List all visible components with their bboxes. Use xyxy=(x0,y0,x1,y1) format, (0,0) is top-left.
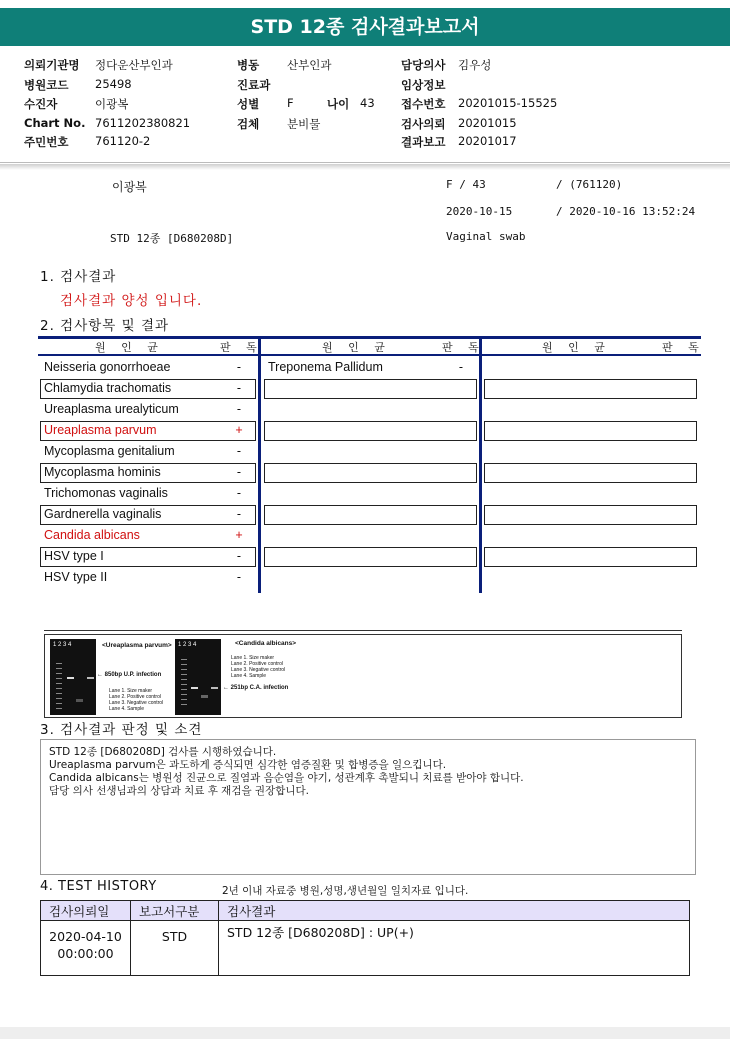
legend-line: Lane 3. Negative control xyxy=(231,667,286,673)
opinion-line: Candida albicans는 병원성 진균으로 질염과 음순염을 야기, 성관계후 촉발되니 치료를 받아야 합니다. xyxy=(49,772,524,784)
treponema-name: Treponema Pallidum xyxy=(268,360,383,374)
section-3-title: 3. 검사결과 판정 및 소견 xyxy=(40,722,203,738)
gel-left-legend xyxy=(109,688,163,712)
header-value: 이광복 xyxy=(95,97,129,111)
test-name: STD 12종 [D680208D] xyxy=(110,232,234,245)
empty-cell xyxy=(264,379,477,399)
history-header-date: 검사의뢰일 xyxy=(41,901,131,921)
header-divider xyxy=(0,162,730,163)
header-label: 병원코드 xyxy=(24,78,69,92)
empty-cell xyxy=(264,421,477,441)
legend-line: Lane 1. Size maker xyxy=(109,688,153,694)
organism-result: + xyxy=(235,423,243,437)
header-pathogen-3: 원 인 균 xyxy=(542,341,611,354)
header-value: 산부인과 xyxy=(287,58,332,72)
header-label: 검체 xyxy=(237,117,260,131)
legend-line: Lane 4. Sample xyxy=(109,706,145,712)
grid-anchor xyxy=(40,378,41,379)
report-time: / 2020-10-16 13:52:24 xyxy=(556,205,696,218)
page-bottom-band xyxy=(0,1027,730,1039)
header-divider-shadow xyxy=(0,164,730,170)
history-time: 00:00:00 xyxy=(57,946,114,961)
gel-top-rule xyxy=(44,630,682,631)
opinion-box xyxy=(40,739,696,875)
header-label: 담당의사 xyxy=(401,58,446,72)
legend-line: Lane 4. Sample xyxy=(231,673,267,679)
empty-cell xyxy=(264,505,477,525)
organism-result: - xyxy=(236,465,242,479)
organism-name: Mycoplasma hominis xyxy=(44,465,161,479)
organism-name: Trichomonas vaginalis xyxy=(44,486,168,500)
section-2-title: 2. 검사항목 및 결과 xyxy=(40,318,170,334)
collection-date: 2020-10-15 xyxy=(446,205,513,218)
gel-right-band-label: ← 251bp C.A. infection xyxy=(223,685,289,691)
header-value: 7611202380821 xyxy=(95,116,191,130)
header-label: 접수번호 xyxy=(401,97,446,111)
legend-line: Lane 2. Positive control xyxy=(109,694,161,700)
patient-id: / (761120) xyxy=(556,178,623,191)
header-label: 검사의뢰 xyxy=(401,117,446,131)
organism-result: + xyxy=(235,528,243,542)
header-judgement-2: 판 독 xyxy=(442,341,485,354)
header-pathogen-1: 원 인 균 xyxy=(95,341,164,354)
empty-cell xyxy=(484,463,697,483)
empty-cell xyxy=(264,463,477,483)
header-label: 성별 xyxy=(237,97,260,111)
organism-name: Mycoplasma genitalium xyxy=(44,444,175,458)
empty-cell xyxy=(264,547,477,567)
history-table xyxy=(40,900,690,976)
header-value: 20201015 xyxy=(458,116,517,130)
organism-name: Chlamydia trachomatis xyxy=(44,381,172,395)
organism-result: - xyxy=(236,402,242,416)
header-pathogen-2: 원 인 균 xyxy=(322,341,391,354)
header-value: F xyxy=(287,96,294,110)
header-judgement-1: 판 독 xyxy=(220,341,263,354)
patient-name: 이광복 xyxy=(112,180,147,194)
age-value: 43 xyxy=(360,96,375,110)
history-date: 2020-04-10 xyxy=(49,929,122,944)
gel-left-title: <Ureaplasma parvum> xyxy=(102,642,172,649)
report-title: STD 12종 검사결과보고서 xyxy=(0,8,730,46)
organism-name: Gardnerella vaginalis xyxy=(44,507,162,521)
history-type: STD xyxy=(131,921,219,976)
empty-cell xyxy=(484,379,697,399)
organism-result: - xyxy=(236,360,242,374)
column-divider-2 xyxy=(479,338,482,593)
history-result: STD 12종 [D680208D] : UP(+) xyxy=(219,921,690,976)
organism-name: HSV type I xyxy=(44,549,104,563)
gel-left-band-label: ← 850bp U.P. infection xyxy=(97,672,162,678)
organism-result: - xyxy=(236,381,242,395)
header-value: 761120-2 xyxy=(95,134,151,148)
treponema-result: - xyxy=(458,360,464,374)
opinion-line: Ureaplasma parvum은 과도하게 증식되면 심각한 염증질환 및 합병증을 일으킵니다. xyxy=(49,759,447,771)
gel-right: 1 2 3 4 xyxy=(175,639,221,715)
organism-name: Ureaplasma urealyticum xyxy=(44,402,179,416)
organism-name: Candida albicans xyxy=(44,528,140,542)
patient-sex-age: F / 43 xyxy=(446,178,486,191)
header-label: 병동 xyxy=(237,58,260,72)
legend-line: Lane 3. Negative control xyxy=(109,700,164,706)
column-divider-1 xyxy=(258,338,261,593)
section-1-title: 1. 검사결과 xyxy=(40,269,117,285)
header-value: 정다운산부인과 xyxy=(95,58,173,72)
header-label: 주민번호 xyxy=(24,135,69,149)
header-label: 수진자 xyxy=(24,97,58,111)
header-judgement-3: 판 독 xyxy=(662,341,705,354)
opinion-line: 담당 의사 선생님과의 상담과 치료 후 재검을 권장합니다. xyxy=(49,785,309,797)
header-value: 20201015-15525 xyxy=(458,96,558,110)
legend-line: Lane 1. Size maker xyxy=(231,655,275,661)
organism-name: Ureaplasma parvum xyxy=(44,423,157,437)
age-label: 나이 xyxy=(327,97,350,111)
organism-name: HSV type II xyxy=(44,570,108,584)
overall-result: 검사결과 양성 입니다. xyxy=(60,293,203,309)
header-label: 진료과 xyxy=(237,78,271,92)
organism-name: Neisseria gonorrhoeae xyxy=(44,360,171,374)
organism-result: - xyxy=(236,570,242,584)
empty-cell xyxy=(484,505,697,525)
organism-result: - xyxy=(236,549,242,563)
header-value: 20201017 xyxy=(458,134,517,148)
empty-cell xyxy=(484,421,697,441)
header-label: 임상정보 xyxy=(401,78,446,92)
empty-cell xyxy=(484,547,697,567)
gel-right-title: <Candida albicans> xyxy=(235,640,297,647)
legend-line: Lane 2. Positive control xyxy=(231,661,283,667)
header-value: 분비물 xyxy=(287,117,321,131)
header-label: 결과보고 xyxy=(401,135,446,149)
gel-electrophoresis-image xyxy=(44,634,682,718)
history-date-cell xyxy=(41,921,131,976)
table-row xyxy=(41,921,690,976)
history-note: 2년 이내 자료중 병원,성명,생년월일 일치자료 입니다. xyxy=(222,885,469,897)
specimen-type: Vaginal swab xyxy=(446,230,526,243)
history-header-result: 검사결과 xyxy=(219,901,690,921)
section-4-title: 4. TEST HISTORY xyxy=(40,879,157,894)
header-label: 의뢰기관명 xyxy=(24,58,80,72)
organism-result: - xyxy=(236,486,242,500)
organism-result: - xyxy=(236,507,242,521)
header-value: 25498 xyxy=(95,77,132,91)
gel-right-legend xyxy=(231,655,285,679)
gel-left: 1 2 3 4 xyxy=(50,639,96,715)
header-value: 김우성 xyxy=(458,58,492,72)
history-header-type: 보고서구분 xyxy=(131,901,219,921)
opinion-line: STD 12종 [D680208D] 검사를 시행하였습니다. xyxy=(49,746,277,758)
organism-result: - xyxy=(236,444,242,458)
header-label: Chart No. xyxy=(24,116,86,130)
